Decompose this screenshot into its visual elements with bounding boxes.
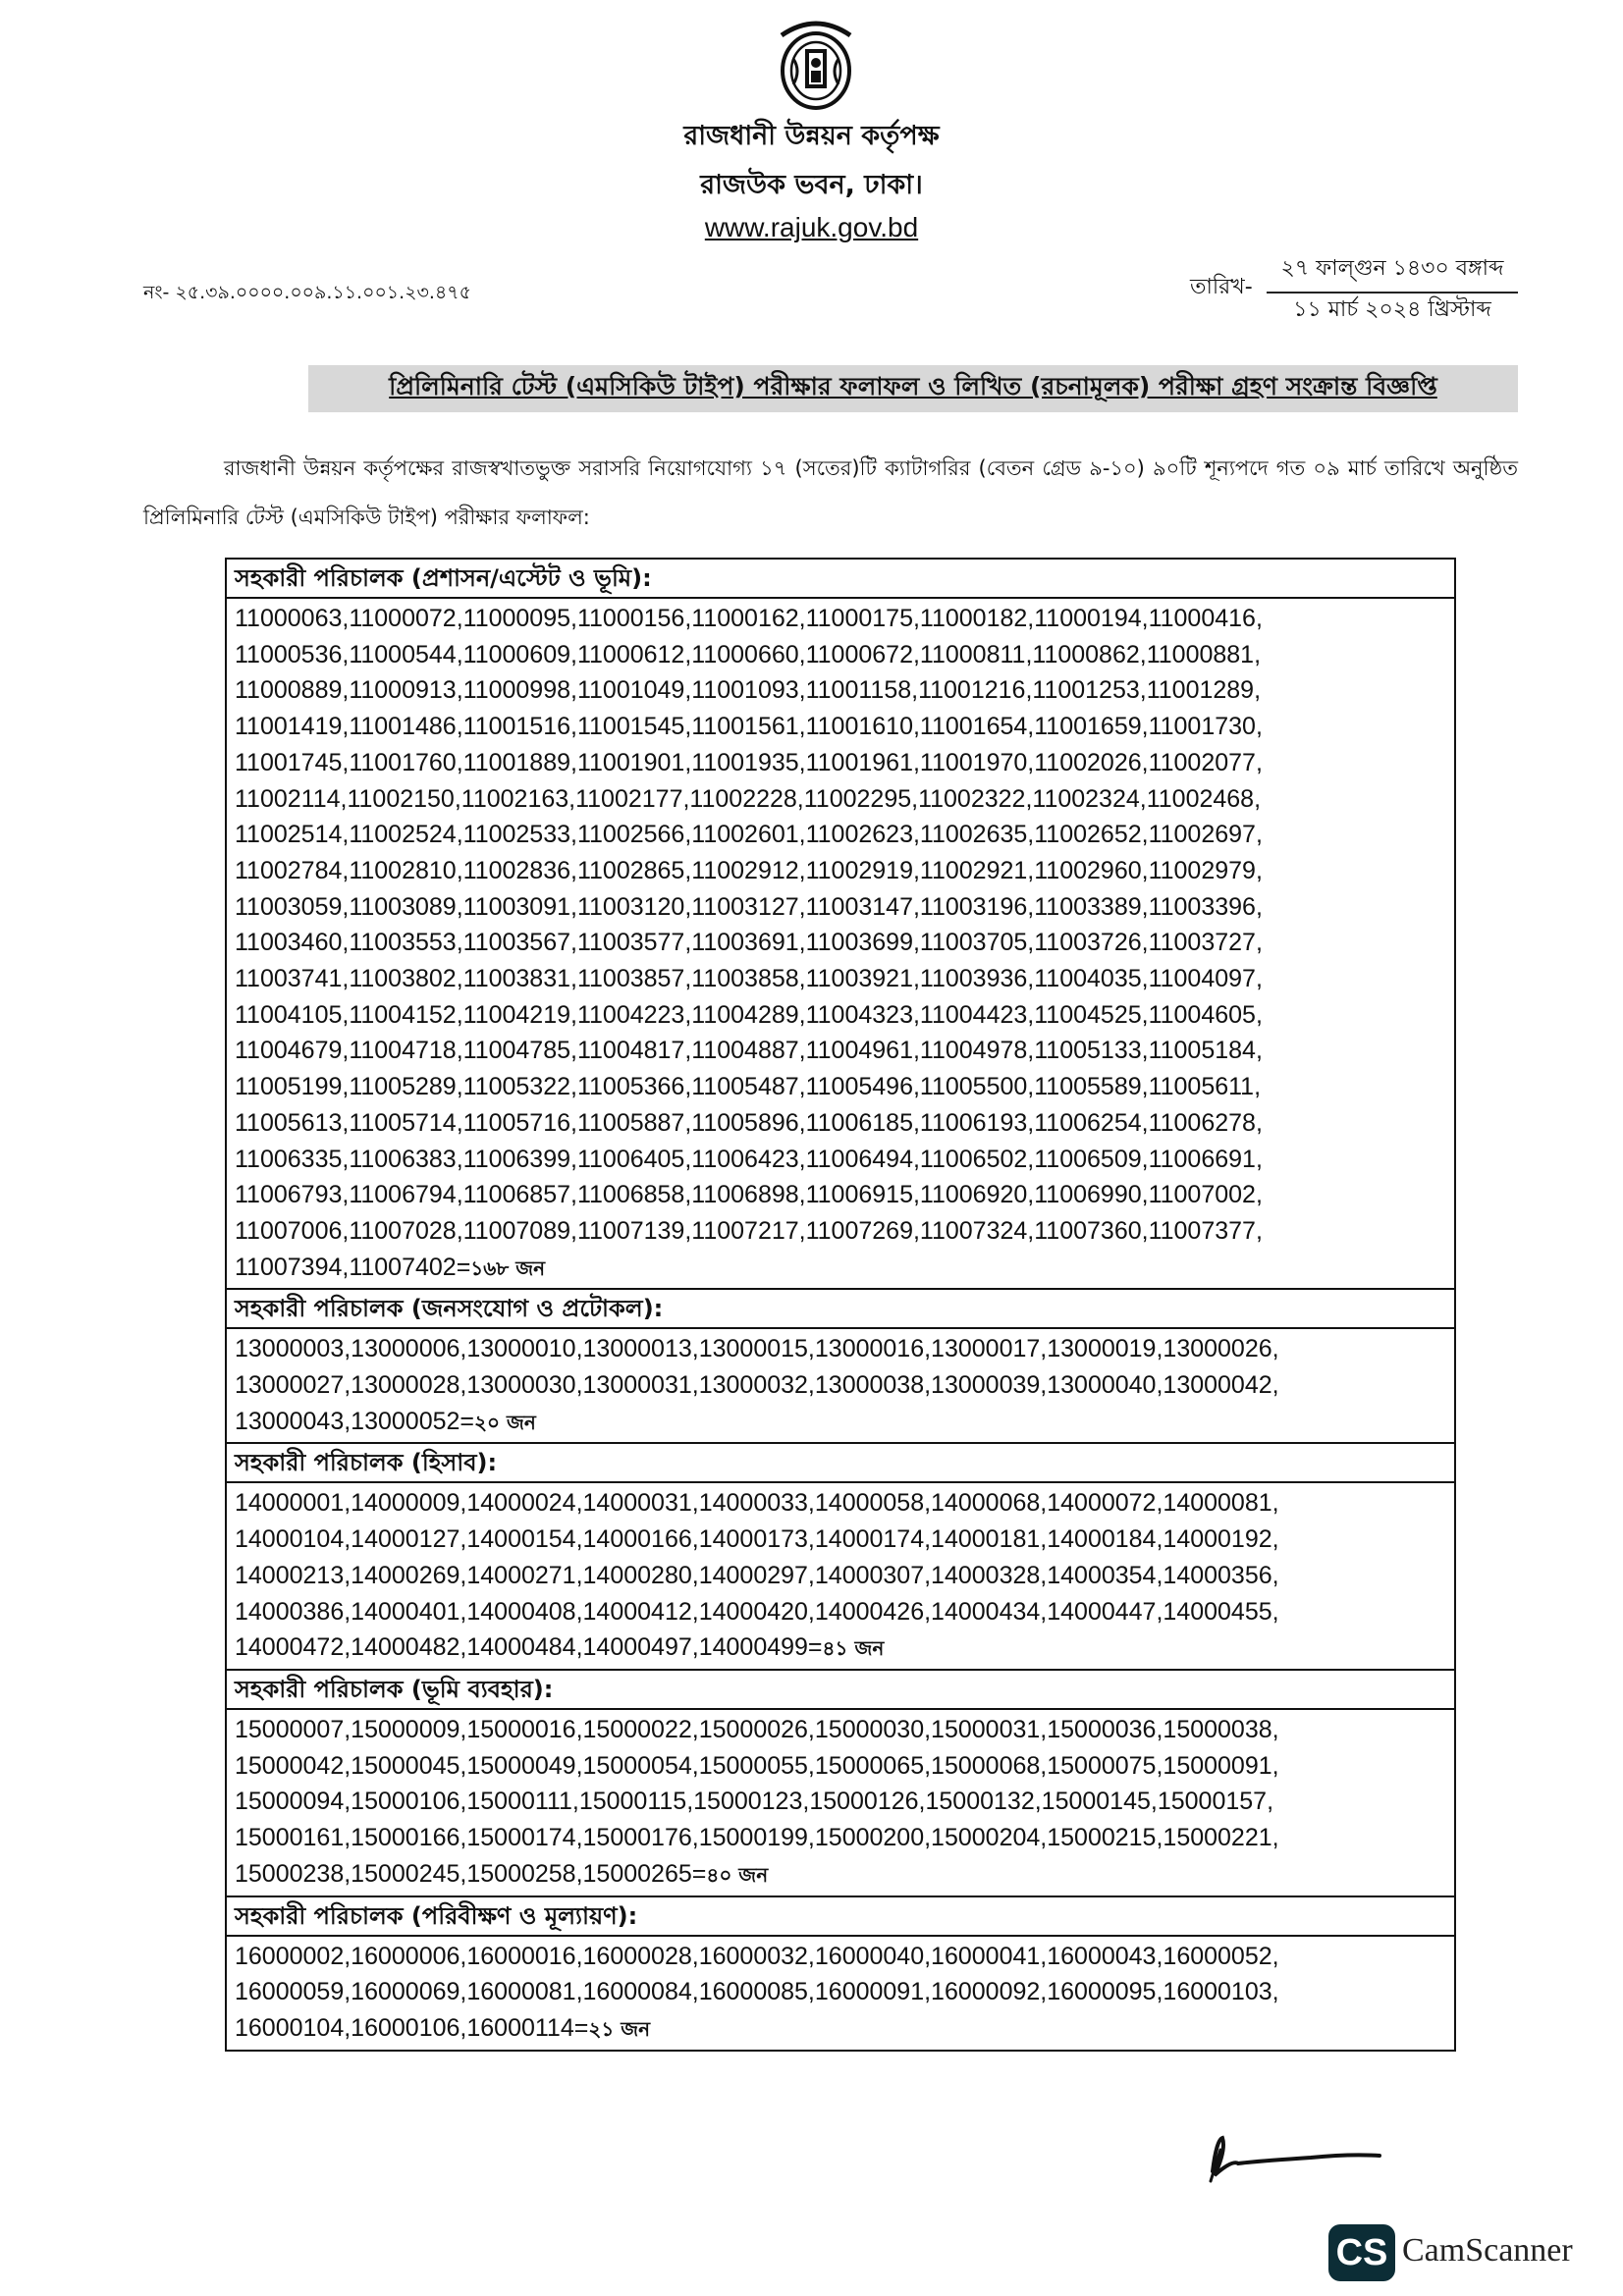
roll-row-last	[235, 1629, 1446, 1667]
roll-numbers: 16000104,16000106,16000114=	[235, 2013, 589, 2042]
roll-row: 14000386,14000401,14000408,14000412,14000420,14000426,14000434,14000447,14000455,	[235, 1597, 1279, 1626]
roll-row: 11001745,11001760,11001889,11001901,11001935,11001961,11001970,11002026,11002077,	[235, 748, 1263, 776]
roll-row: 15000161,15000166,15000174,15000176,15000199,15000200,15000204,15000215,15000221,	[235, 1824, 1279, 1852]
roll-row: 14000001,14000009,14000024,14000031,14000033,14000058,14000068,14000072,14000081,	[235, 1489, 1279, 1518]
roll-row: 16000002,16000006,16000016,16000028,16000032,16000040,16000041,16000043,16000052,	[235, 1942, 1279, 1970]
section-roll-list	[227, 599, 1454, 1290]
section-total: ১৬৮ জন	[470, 1255, 546, 1280]
roll-row-last	[235, 1250, 1446, 1287]
roll-row: 11007006,11007028,11007089,11007139,11007217,11007269,11007324,11007360,11007377,	[235, 1216, 1263, 1245]
roll-row: 15000007,15000009,15000016,15000022,15000026,15000030,15000031,15000036,15000038,	[235, 1715, 1279, 1743]
section-roll-list	[227, 1329, 1454, 1444]
roll-row: 11003460,11003553,11003567,11003577,11003691,11003699,11003705,11003726,11003727,	[235, 929, 1263, 957]
section-heading: সহকারী পরিচালক (ভূমি ব্যবহার):	[227, 1671, 1454, 1710]
section-total: ৪০ জন	[706, 1862, 769, 1887]
intro-paragraph: রাজধানী উন্নয়ন কর্তৃপক্ষের রাজস্বখাতভুক্ত সরাসরি নিয়োগযোগ্য ১৭ (সতের)টি ক্যাটাগরির (বেতন গ্রেড ৯-১০) ৯০টি শূন্যপদে গত ০৯ মার্চ তারিখে অনুষ্ঠিত প্রিলিমিনারি টেস্ট (এমসিকিউ টাইপ) পরীক্ষার ফলাফল:	[143, 456, 1518, 529]
roll-row: 15000094,15000106,15000111,15000115,15000123,15000126,15000132,15000145,15000157,	[235, 1788, 1274, 1816]
roll-row: 14000104,14000127,14000154,14000166,14000173,14000174,14000181,14000184,14000192,	[235, 1525, 1279, 1554]
section-roll-list	[227, 1710, 1454, 1897]
roll-row: 11006793,11006794,11006857,11006858,11006898,11006915,11006920,11006990,11007002,	[235, 1181, 1263, 1209]
camscanner-logo: CS	[1328, 2224, 1395, 2281]
section-heading: সহকারী পরিচালক (হিসাব):	[227, 1444, 1454, 1483]
section-roll-list	[227, 1483, 1454, 1671]
memo-number: নং- ২৫.৩৯.০০০০.০০৯.১১.০০১.২৩.৪৭৫	[143, 282, 471, 303]
organization-website[interactable]: www.rajuk.gov.bd	[704, 212, 919, 242]
section-total: ৪১ জন	[822, 1636, 885, 1661]
roll-row: 11004679,11004718,11004785,11004817,11004887,11004961,11004978,11005133,11005184,	[235, 1037, 1263, 1065]
section-heading: সহকারী পরিচালক (পরিবীক্ষণ ও মূল্যায়ণ):	[227, 1897, 1454, 1937]
roll-row: 11000063,11000072,11000095,11000156,11000162,11000175,11000182,11000194,11000416,	[235, 605, 1263, 632]
date-bangla: ২৭ ফাল্গুন ১৪৩০ বঙ্গাব্দ	[1267, 251, 1518, 294]
results-table	[225, 558, 1456, 2052]
roll-row-last	[235, 1856, 1446, 1894]
roll-row: 11002514,11002524,11002533,11002566,11002601,11002623,11002635,11002652,11002697,	[235, 821, 1263, 849]
roll-row: 11000889,11000913,11000998,11001049,11001093,11001158,11001216,11001253,11001289,	[235, 676, 1262, 705]
section-total: ২১ জন	[588, 2016, 651, 2041]
roll-row: 11002784,11002810,11002836,11002865,11002912,11002919,11002921,11002960,11002979,	[235, 856, 1263, 884]
organization-name: রাজধানী উন্নয়ন কর্তৃপক্ষ	[683, 121, 940, 151]
roll-numbers: 15000238,15000245,15000258,15000265=	[235, 1859, 707, 1888]
signature-mark	[1193, 2120, 1389, 2189]
roll-row: 14000213,14000269,14000271,14000280,14000297,14000307,14000328,14000354,14000356,	[235, 1561, 1279, 1589]
rajuk-seal-emblem	[772, 10, 860, 112]
roll-row: 11005613,11005714,11005716,11005887,11005896,11006185,11006193,11006254,11006278,	[235, 1108, 1263, 1137]
roll-row: 11000536,11000544,11000609,11000612,11000660,11000672,11000811,11000862,11000881,	[235, 640, 1262, 668]
roll-row: 15000042,15000045,15000049,15000054,15000055,15000065,15000068,15000075,15000091,	[235, 1751, 1279, 1780]
roll-numbers: 11007394,11007402=	[235, 1253, 471, 1281]
section-total: ২০ জন	[474, 1410, 536, 1434]
roll-row: 11004105,11004152,11004219,11004223,11004289,11004323,11004423,11004525,11004605,	[235, 1000, 1263, 1029]
notice-title: প্রিলিমিনারি টেস্ট (এমসিকিউ টাইপ) পরীক্ষার ফলাফল ও লিখিত (রচনামূলক) পরীক্ষা গ্রহণ সংক্রান্ত বিজ্ঞপ্তি	[389, 372, 1437, 400]
roll-row: 13000003,13000006,13000010,13000013,13000015,13000016,13000017,13000019,13000026,	[235, 1335, 1279, 1363]
roll-numbers: 13000043,13000052=	[235, 1407, 475, 1435]
roll-row-last	[235, 2010, 1446, 2048]
roll-row: 11003741,11003802,11003831,11003857,11003858,11003921,11003936,11004035,11004097,	[235, 965, 1263, 993]
date-gregorian: ১১ মার্চ ২০২৪ খ্রিস্টাব্দ	[1293, 297, 1491, 322]
roll-row: 11005199,11005289,11005322,11005366,11005487,11005496,11005500,11005589,11005611,	[235, 1073, 1262, 1101]
roll-row: 11003059,11003089,11003091,11003120,11003127,11003147,11003196,11003389,11003396,	[235, 892, 1263, 921]
roll-row: 16000059,16000069,16000081,16000084,16000085,16000091,16000092,16000095,16000103,	[235, 1978, 1279, 2006]
roll-row-last	[235, 1404, 1446, 1441]
roll-row: 13000027,13000028,13000030,13000031,13000032,13000038,13000039,13000040,13000042,	[235, 1371, 1279, 1400]
section-roll-list	[227, 1937, 1454, 2050]
roll-numbers: 14000472,14000482,14000484,14000497,14000499=	[235, 1633, 823, 1662]
camscanner-label: CamScanner	[1402, 2232, 1573, 2269]
section-heading: সহকারী পরিচালক (জনসংযোগ ও প্রটোকল):	[227, 1290, 1454, 1329]
roll-row: 11002114,11002150,11002163,11002177,11002228,11002295,11002322,11002324,11002468,	[235, 784, 1262, 813]
roll-row: 11006335,11006383,11006399,11006405,11006423,11006494,11006502,11006509,11006691,	[235, 1145, 1263, 1173]
roll-row: 11001419,11001486,11001516,11001545,11001561,11001610,11001654,11001659,11001730,	[235, 713, 1263, 741]
organization-address: রাজউক ভবন, ঢাকা।	[700, 170, 923, 200]
date-label: তারিখ-	[1190, 275, 1253, 299]
section-heading: সহকারী পরিচালক (প্রশাসন/এস্টেট ও ভূমি):	[227, 560, 1454, 599]
